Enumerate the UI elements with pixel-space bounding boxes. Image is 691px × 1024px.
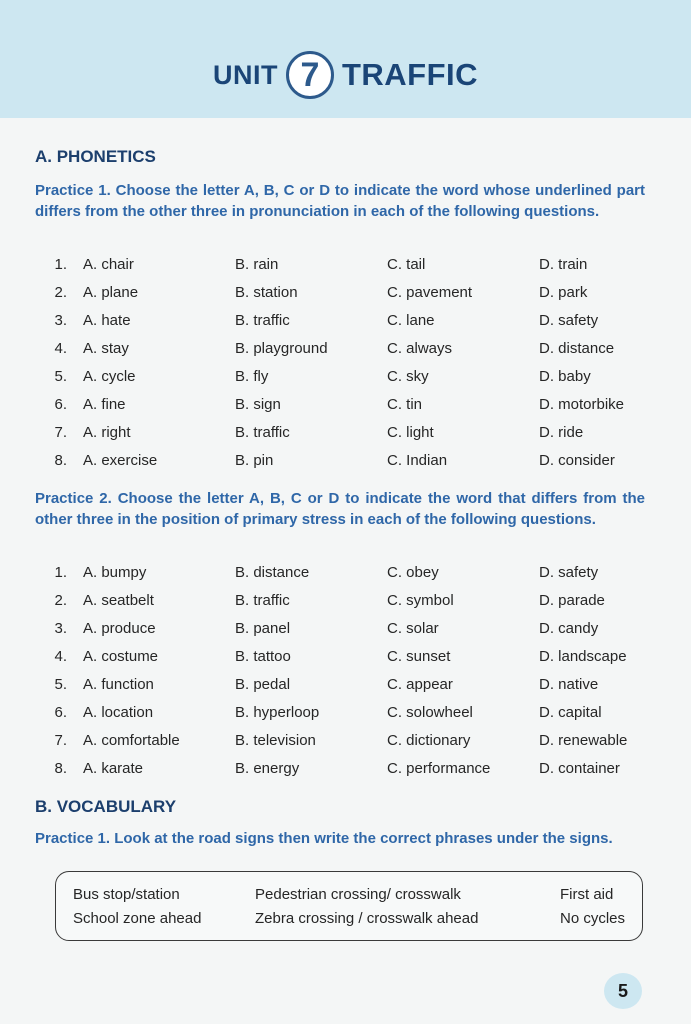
option-b: B. fly [235, 368, 269, 385]
option-c: C. obey [387, 564, 439, 581]
question-number: 1. [54, 564, 67, 581]
phrase-item: First aid [560, 886, 614, 903]
phrase-item: School zone ahead [73, 910, 202, 927]
option-c: C. solowheel [387, 704, 473, 721]
vocabulary-heading: B. VOCABULARY [35, 797, 177, 816]
question-row [35, 279, 655, 307]
option-d: D. container [539, 760, 620, 777]
question-number: 5. [54, 676, 67, 693]
phonetics-practice2-questions [35, 559, 655, 783]
option-c: C. tin [387, 396, 423, 413]
option-b: B. distance [235, 564, 310, 581]
option-b: B. playground [235, 340, 328, 357]
unit-title: TRAFFIC [341, 57, 479, 92]
option-a: A. right [83, 424, 131, 441]
option-d: D. native [539, 676, 599, 693]
option-c: C. sunset [387, 648, 451, 665]
option-d: D. park [539, 284, 588, 301]
question-row [35, 447, 655, 475]
phonetics-practice1-questions [35, 251, 655, 475]
question-number: 8. [54, 760, 67, 777]
option-b: B. pin [235, 452, 274, 469]
option-a: A. exercise [83, 452, 158, 469]
option-b: B. television [235, 732, 316, 749]
option-a: A. bumpy [83, 564, 147, 581]
option-b: B. traffic [235, 424, 290, 441]
question-number: 6. [54, 704, 67, 721]
question-row [35, 587, 655, 615]
option-b: B. rain [235, 256, 279, 273]
option-d: D. safety [539, 564, 599, 581]
option-b: B. pedal [235, 676, 291, 693]
phrase-item: Zebra crossing / crosswalk ahead [255, 910, 479, 927]
question-row [35, 643, 655, 671]
question-number: 6. [54, 396, 67, 413]
option-a: A. plane [83, 284, 139, 301]
page-number: 5 [604, 973, 642, 1009]
option-d: D. consider [539, 452, 615, 469]
option-c: C. lane [387, 312, 435, 329]
option-b: B. panel [235, 620, 291, 637]
option-d: D. landscape [539, 648, 627, 665]
unit-label: UNIT [212, 59, 278, 90]
question-row [35, 391, 655, 419]
question-row [35, 251, 655, 279]
option-a: A. hate [83, 312, 131, 329]
question-row [35, 615, 655, 643]
question-row [35, 699, 655, 727]
question-number: 2. [54, 592, 67, 609]
option-b: B. traffic [235, 312, 290, 329]
option-d: D. parade [539, 592, 605, 609]
option-a: A. seatbelt [83, 592, 154, 609]
option-a: A. karate [83, 760, 144, 777]
option-b: B. station [235, 284, 298, 301]
phrase-box [55, 871, 643, 941]
option-c: C. performance [387, 760, 491, 777]
option-d: D. candy [539, 620, 599, 637]
option-d: D. motorbike [539, 396, 625, 413]
option-d: D. capital [539, 704, 602, 721]
phonetics-practice2-instruction: Practice 2. Choose the letter A, B, C or D to indicate the word that differs from the other three in the position of primary stress in each of the following questions. [35, 490, 645, 528]
question-number: 3. [54, 312, 67, 329]
option-a: A. comfortable [83, 732, 180, 749]
question-row [35, 419, 655, 447]
vocabulary-practice1-instruction: Practice 1. Look at the road signs then write the correct phrases under the signs. [35, 830, 613, 847]
question-row [35, 307, 655, 335]
question-number: 7. [54, 732, 67, 749]
phrase-item: No cycles [560, 910, 626, 927]
unit-header [0, 44, 691, 106]
option-c: C. Indian [387, 452, 448, 469]
option-c: C. always [387, 340, 453, 357]
option-c: C. tail [387, 256, 426, 273]
phrase-item: Bus stop/station [73, 886, 180, 903]
question-number: 5. [54, 368, 67, 385]
question-row [35, 559, 655, 587]
phrase-item: Pedestrian crossing/ crosswalk [255, 886, 461, 903]
option-c: C. appear [387, 676, 453, 693]
option-b: B. traffic [235, 592, 290, 609]
option-d: D. safety [539, 312, 599, 329]
unit-number-circle: 7 [286, 51, 334, 99]
question-number: 7. [54, 424, 67, 441]
question-number: 8. [54, 452, 67, 469]
option-a: A. stay [83, 340, 129, 357]
option-d: D. train [539, 256, 588, 273]
option-a: A. produce [83, 620, 156, 637]
option-b: B. energy [235, 760, 300, 777]
option-a: A. fine [83, 396, 126, 413]
question-row [35, 335, 655, 363]
option-a: A. cycle [83, 368, 136, 385]
question-row [35, 755, 655, 783]
question-row [35, 727, 655, 755]
option-d: D. ride [539, 424, 584, 441]
question-row [35, 671, 655, 699]
question-number: 4. [54, 648, 67, 665]
option-a: A. location [83, 704, 154, 721]
option-a: A. chair [83, 256, 134, 273]
phonetics-practice1-instruction: Practice 1. Choose the letter A, B, C or D to indicate the word whose underlined part differs from the other three in pronunciation in each of the following questions. [35, 182, 645, 220]
option-b: B. sign [235, 396, 281, 413]
option-c: C. light [387, 424, 434, 441]
option-b: B. hyperloop [235, 704, 320, 721]
option-c: C. dictionary [387, 732, 471, 749]
question-number: 1. [54, 256, 67, 273]
option-c: C. solar [387, 620, 439, 637]
option-d: D. distance [539, 340, 615, 357]
question-row [35, 363, 655, 391]
option-d: D. baby [539, 368, 591, 385]
option-c: C. symbol [387, 592, 454, 609]
option-b: B. tattoo [235, 648, 291, 665]
question-number: 3. [54, 620, 67, 637]
question-number: 4. [54, 340, 67, 357]
phonetics-heading: A. PHONETICS [35, 147, 156, 166]
question-number: 2. [54, 284, 67, 301]
option-c: C. pavement [387, 284, 473, 301]
option-a: A. function [83, 676, 154, 693]
option-d: D. renewable [539, 732, 628, 749]
option-a: A. costume [83, 648, 159, 665]
option-c: C. sky [387, 368, 429, 385]
